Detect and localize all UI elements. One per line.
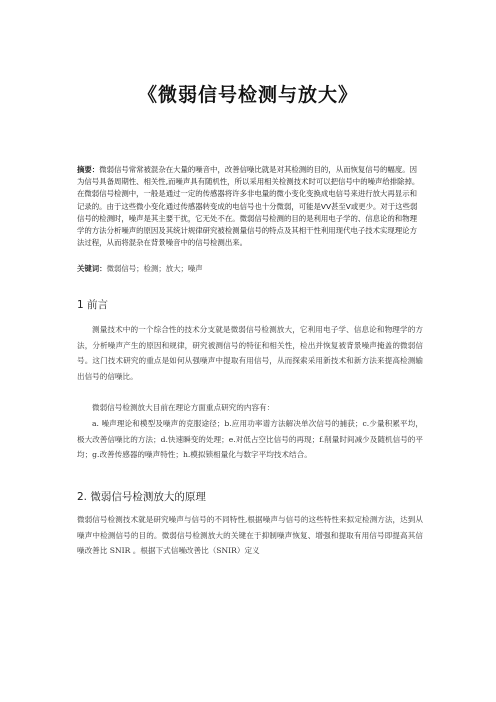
keywords-label: 关键词： bbox=[77, 264, 107, 273]
keywords bbox=[77, 263, 423, 274]
section-heading-principle: 2. 微弱信号检测放大的原理 bbox=[77, 491, 206, 503]
section-heading-introduction: 1 前言 bbox=[77, 299, 109, 311]
intro-paragraph-3: a. 噪声理论和模型及噪声的克服途径；b.应用功率谱方法解决单次信号的捕获；c.少量积累平均，极大改善信噪比的方法；d.快速瞬变的处理；e.对低占空比信号的再现；f.削量时间减少及随机信号的平均；g.改善传感器的噪声特性；h.模拟锁相量化与数字平均技术结合。 bbox=[77, 419, 423, 460]
intro-paragraph-2: 微弱信号检测放大目前在理论方面重点研究的内容有： bbox=[92, 403, 275, 412]
abstract-label: 摘要： bbox=[77, 165, 100, 174]
abstract bbox=[77, 164, 423, 249]
principle-paragraph-1: 微弱信号检测技术就是研究噪声与信号的不同特性,根据噪声与信号的这些特性来拟定检测方法，达到从噪声中检测信号的目的。微弱信号检测放大的关键在于抑制噪声恢复、增强和提取有用信号即提高其信噪改善比 SNIR 。根据下式信噪改善比（SNIR）定义 bbox=[77, 515, 423, 556]
keywords-text: 微弱信号；检测；放大；噪声 bbox=[106, 264, 203, 273]
abstract-text: 微弱信号常常被混杂在大量的噪音中，改善信噪比就是对其检测的目的，从而恢复信号的幅度。因为信号具备周期性、相关性,而噪声具有随机性，所以采用相关检测技术时可以把信号中的噪声给排除掉。在微弱信号检测中，一般是通过一定的传感器将许多非电量的微小变化变换成电信号来进行放大再显示和记录的。由于这些微小变化通过传感器转变成的电信号也十分微弱，可能是VV甚至V或更少。对于这些弱信号的检测时，噪声是其主要干扰，它无处不在。微弱信号检测的目的是利用电子学的、信息论的和物理学的方法分析噪声的原因及其统计规律研究被检测量信号的特点及其相干性利用现代电子技术实现理论方法过程，从而将混杂在背景噪音中的信号检测出来。 bbox=[77, 165, 420, 248]
intro-paragraph-1: 测量技术中的一个综合性的技术分支就是微弱信号检测放大，它利用电子学、信息论和物理学的方法，分析噪声产生的原因和规律，研究被测信号的特征和相关性，检出并恢复被背景噪声掩盖的微弱信号。这门技术研究的重点是如何从强噪声中提取有用信号，从而探索采用新技术和新方法来提高检测输出信号的信噪比。 bbox=[77, 325, 423, 381]
document-title: 《微弱信号检测与放大》 bbox=[137, 84, 358, 106]
